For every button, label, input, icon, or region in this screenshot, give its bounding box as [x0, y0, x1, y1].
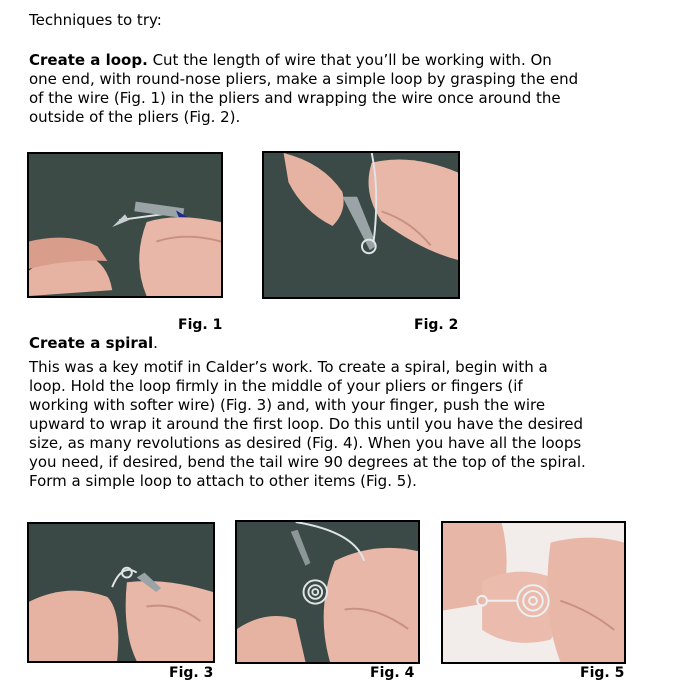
page-heading: Techniques to try: — [29, 11, 162, 29]
fig-2-photo — [262, 151, 460, 299]
spiral-title — [29, 334, 679, 353]
spiral-line-5: size, as many revolutions as desired (Fig. 4). When you have all the loops — [29, 434, 582, 452]
fig-4-photo — [235, 520, 420, 664]
fig-5-caption: Fig. 5 — [580, 665, 625, 681]
spiral-line-3: working with softer wire) (Fig. 3) and, with your finger, push the wire — [29, 396, 546, 414]
fig-2-caption: Fig. 2 — [414, 317, 459, 333]
spiral-line-1: This was a key motif in Calder’s work. To create a spiral, begin with a — [29, 358, 548, 376]
spiral-line-6: you need, if desired, bend the tail wire 90 degrees at the top of the spiral. — [29, 453, 586, 471]
fig-1-caption: Fig. 1 — [178, 317, 223, 333]
loop-line-2: one end, with round-nose pliers, make a simple loop by grasping the end — [29, 70, 579, 88]
fig-3-photo — [27, 522, 215, 663]
spiral-line-4: upward to wrap it around the first loop. Do this until you have the desired — [29, 415, 584, 433]
spiral-line-7: Form a simple loop to attach to other items (Fig. 5). — [29, 472, 417, 490]
fig-4-caption: Fig. 4 — [370, 665, 415, 681]
spiral-paragraph — [29, 358, 679, 491]
fig-3-caption: Fig. 3 — [169, 665, 214, 681]
spiral-title-period: . — [153, 334, 158, 352]
loop-line-3: of the wire (Fig. 1) in the pliers and wrapping the wire once around the — [29, 89, 561, 107]
spiral-title-text: Create a spiral — [29, 334, 154, 352]
spiral-line-2: loop. Hold the loop firmly in the middle of your pliers or fingers (if — [29, 377, 523, 395]
fig-1-photo — [27, 152, 223, 298]
loop-title: Create a loop. — [29, 51, 148, 69]
loop-paragraph — [29, 51, 679, 127]
loop-line-1 — [29, 51, 679, 70]
loop-line-1-text: Cut the length of wire that you’ll be working with. On — [147, 51, 552, 69]
fig-5-photo — [441, 521, 626, 664]
loop-line-4: outside of the pliers (Fig. 2). — [29, 108, 241, 126]
